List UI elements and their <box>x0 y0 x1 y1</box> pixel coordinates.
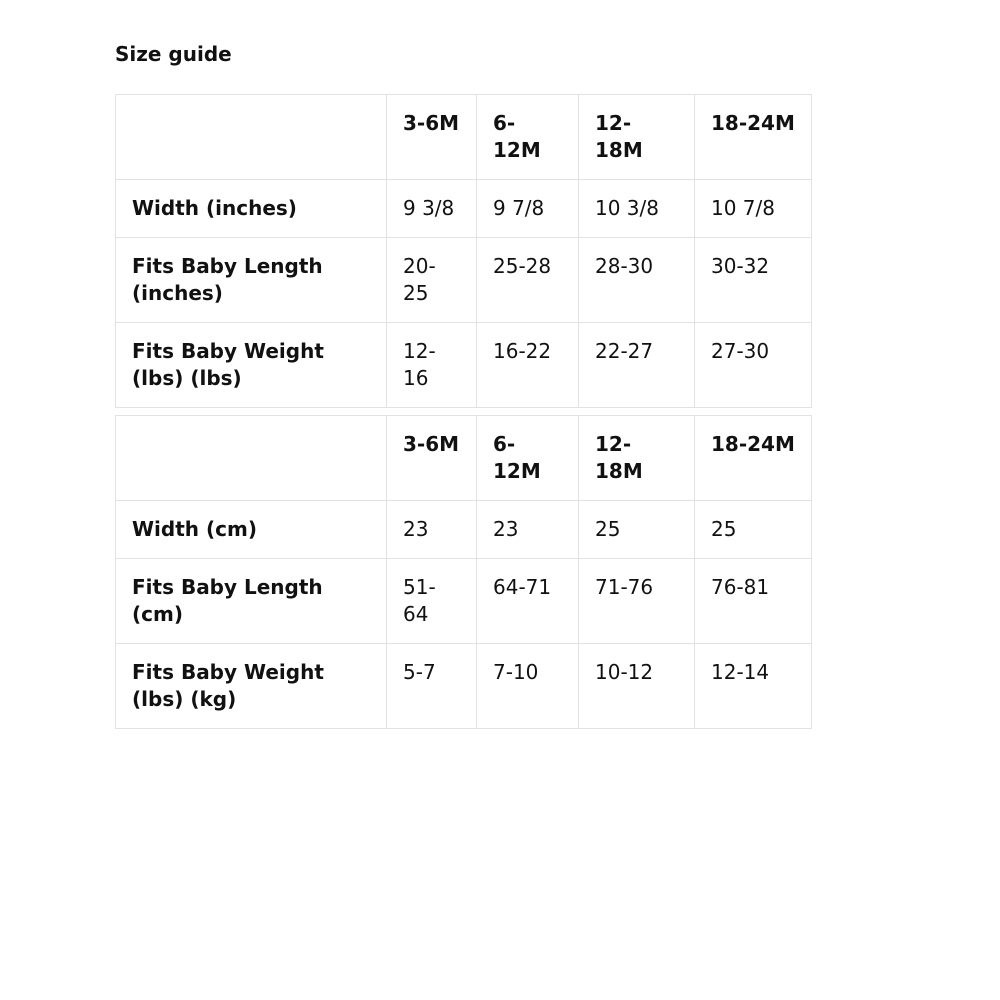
table-cell: 7-10 <box>477 644 579 729</box>
table-cell: 28-30 <box>579 238 695 323</box>
table-cell: 71-76 <box>579 559 695 644</box>
table-cell: 12-16 <box>387 323 477 408</box>
header-cell-6-12m: 6-12M <box>477 95 579 180</box>
table-cell: 20-25 <box>387 238 477 323</box>
table-cell: 9 3/8 <box>387 180 477 238</box>
header-cell-18-24m: 18-24M <box>695 416 812 501</box>
table-row <box>116 323 812 408</box>
table-cell: 10 3/8 <box>579 180 695 238</box>
row-label: Fits Baby Length (cm) <box>116 559 387 644</box>
table-cell: 30-32 <box>695 238 812 323</box>
table-cell: 23 <box>387 501 477 559</box>
table-row <box>116 559 812 644</box>
page-title: Size guide <box>115 42 232 66</box>
table-cell: 51-64 <box>387 559 477 644</box>
table-row <box>116 238 812 323</box>
header-cell-empty <box>116 95 387 180</box>
header-cell-18-24m: 18-24M <box>695 95 812 180</box>
table-row <box>116 180 812 238</box>
header-cell-3-6m: 3-6M <box>387 95 477 180</box>
row-label: Fits Baby Weight (lbs) (kg) <box>116 644 387 729</box>
table-row <box>116 501 812 559</box>
table-row <box>116 644 812 729</box>
table-cell: 16-22 <box>477 323 579 408</box>
table-cell: 25 <box>579 501 695 559</box>
table-header-row <box>116 95 812 180</box>
table-cell: 25-28 <box>477 238 579 323</box>
header-cell-6-12m: 6-12M <box>477 416 579 501</box>
table-cell: 22-27 <box>579 323 695 408</box>
table-cell: 64-71 <box>477 559 579 644</box>
header-cell-empty <box>116 416 387 501</box>
row-label: Width (cm) <box>116 501 387 559</box>
table-cell: 12-14 <box>695 644 812 729</box>
header-cell-12-18m: 12-18M <box>579 416 695 501</box>
header-cell-3-6m: 3-6M <box>387 416 477 501</box>
size-table-metric <box>115 415 812 729</box>
table-cell: 10-12 <box>579 644 695 729</box>
table-cell: 9 7/8 <box>477 180 579 238</box>
table-header-row <box>116 416 812 501</box>
table-cell: 10 7/8 <box>695 180 812 238</box>
table-cell: 23 <box>477 501 579 559</box>
table-cell: 27-30 <box>695 323 812 408</box>
header-cell-12-18m: 12-18M <box>579 95 695 180</box>
table-cell: 76-81 <box>695 559 812 644</box>
table-cell: 5-7 <box>387 644 477 729</box>
row-label: Fits Baby Length (inches) <box>116 238 387 323</box>
row-label: Width (inches) <box>116 180 387 238</box>
table-cell: 25 <box>695 501 812 559</box>
size-table-imperial <box>115 94 812 408</box>
row-label: Fits Baby Weight (lbs) (lbs) <box>116 323 387 408</box>
